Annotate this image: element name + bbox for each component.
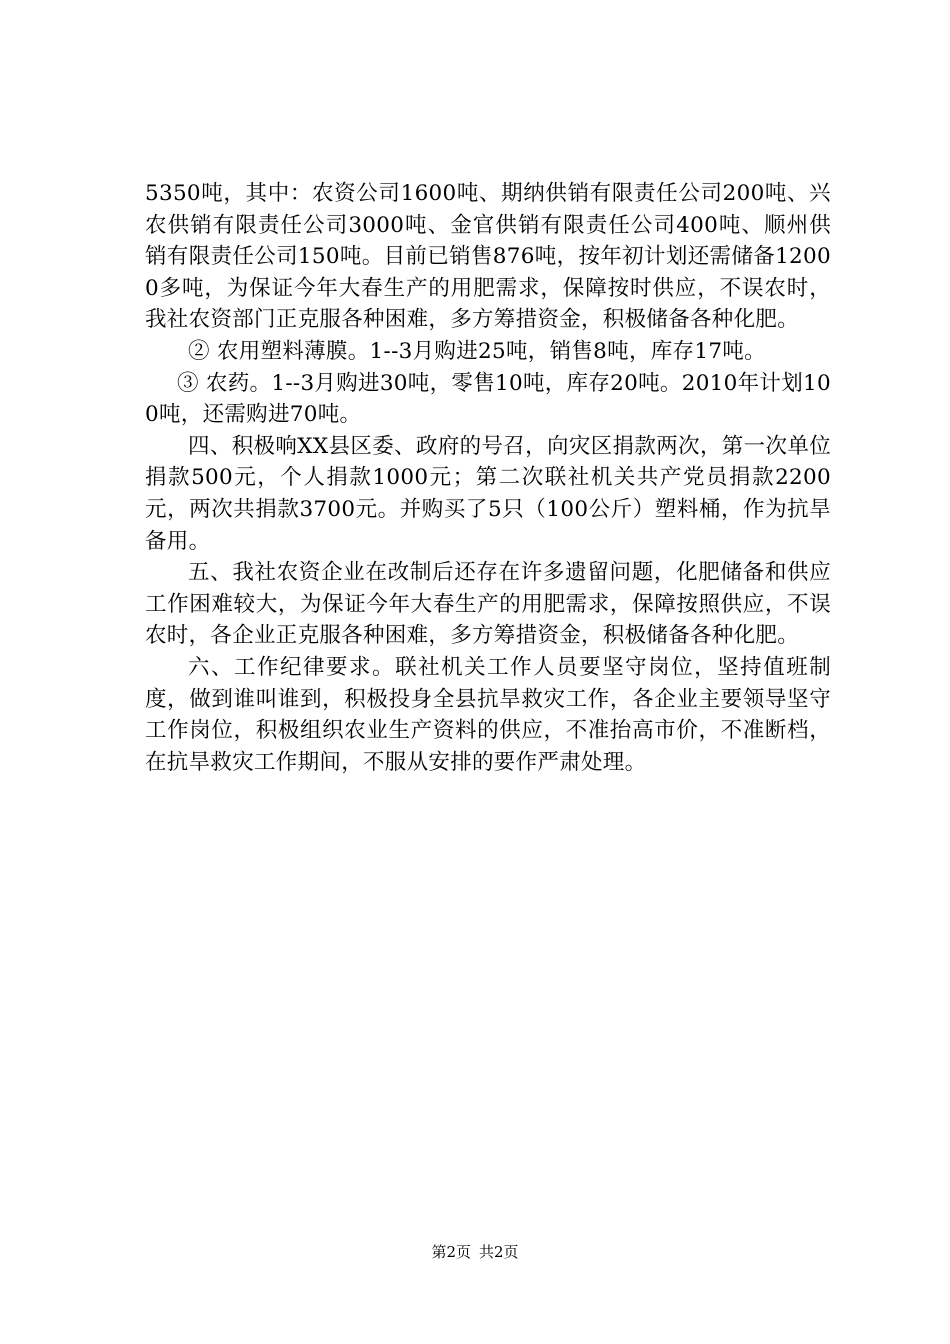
- paragraph-section-six: 六、工作纪律要求。联社机关工作人员要坚守岗位，坚持值班制度，做到谁叫谁到，积极投身全县抗旱救灾工作，各企业主要领导坚守工作岗位，积极组织农业生产资料的供应，不准抬高市价，不准断档，在抗旱救灾工作期间，不服从安排的要作严肃处理。: [145, 654, 831, 775]
- paragraph-section-five: 五、我社农资企业在改制后还存在许多遗留问题，化肥储备和供应工作困难较大，为保证今年大春生产的用肥需求，保障按照供应，不误农时，各企业正克服各种困难，多方筹措资金，积极储备各种化肥。: [145, 560, 831, 649]
- paragraph-section-four: 四、积极响XX县区委、政府的号召，向灾区捐款两次，第一次单位捐款500元，个人捐款1000元；第二次联社机关共产党员捐款2200元，两次共捐款3700元。并购买了5只（100公斤）塑料桶，作为抗旱备用。: [145, 433, 831, 554]
- page-footer: [0, 1242, 950, 1262]
- paragraph-fertilizer-storage: 5350吨，其中：农资公司1600吨、期纳供销有限责任公司200吨、兴农供销有限责任公司3000吨、金官供销有限责任公司400吨、顺州供销有限责任公司150吨。目前已销售876吨，按年初计划还需储备12000多吨，为保证今年大春生产的用肥需求，保障按时供应，不误农时，我社农资部门正克服各种困难，多方筹措资金，积极储备各种化肥。: [145, 181, 831, 333]
- paragraph-pesticide: ③ 农药。1--3月购进30吨，零售10吨，库存20吨。2010年计划100吨，还需购进70吨。: [145, 370, 831, 428]
- paragraph-plastic-film: ② 农用塑料薄膜。1--3月购进25吨，销售8吨，库存17吨。: [188, 338, 766, 364]
- page-number-current: 第2页: [431, 1243, 471, 1261]
- document-body: [145, 178, 831, 778]
- page-number-total: 共2页: [479, 1243, 519, 1261]
